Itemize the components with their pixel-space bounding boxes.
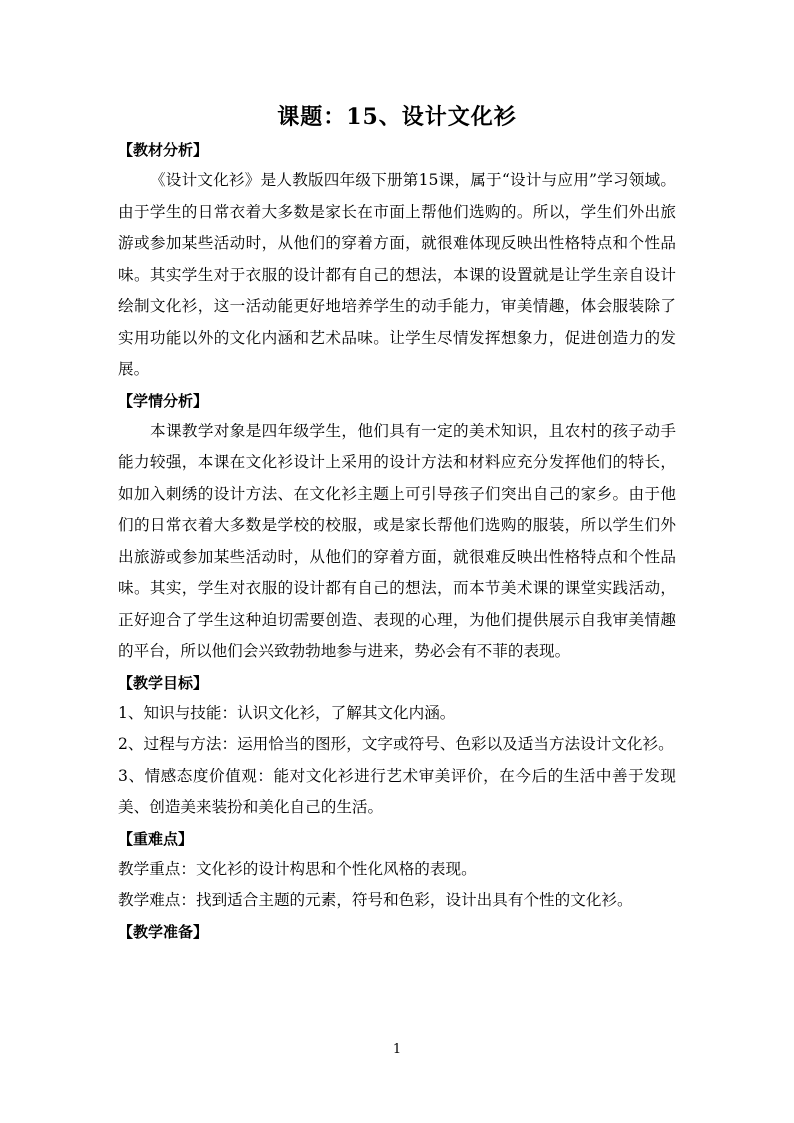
goal-item-attitude: 3、情感态度价值观：能对文化衫进行艺术审美评价，在今后的生活中善于发现美、创造美来装扮和美化自己的生活。 [118,766,676,816]
material-analysis-paragraph: 《设计文化衫》是人教版四年级下册第15课，属于“设计与应用”学习领域。由于学生的日常衣着大多数是家长在市面上帮他们选购的。所以，学生们外出旅游或参加某些活动时，从他们的穿着方面，就很难体现反映出性格特点和个性品味。其实学生对于衣服的设计都有自己的想法，本课的设置就是让学生亲自设计绘制文化衫，这一活动能更好地培养学生的动手能力，审美情趣，体会服装除了实用功能以外的文化内涵和艺术品味。让学生尽情发挥想象力，促进创造力的发展。 [118,171,676,378]
student-analysis-paragraph: 本课教学对象是四年级学生，他们具有一定的美术知识，且农村的孩子动手能力较强，本课在文化衫设计上采用的设计方法和材料应充分发挥他们的特长，如加入刺绣的设计方法、在文化衫主题上可引导孩子们突出自己的家乡。由于他们的日常衣着大多数是学校的校服，或是家长帮他们选购的服装，所以学生们外出旅游或参加某些活动时，从他们的穿着方面，就很难反映出性格特点和个性品味。其实，学生对衣服的设计都有自己的想法，而本节美术课的课堂实践活动，正好迎合了学生这种迫切需要创造、表现的心理，为他们提供展示自我审美情趣的平台，所以他们会兴致勃勃地参与进来，势必会有不菲的表现。 [118,421,676,660]
page-number: 1 [392,1042,402,1057]
section-heading-material: 【教材分析】 [118,141,209,159]
document-title: 课题：15、设计文化衫 [277,104,517,130]
key-point-difficulty: 教学难点：找到适合主题的元素，符号和色彩，设计出具有个性的文化衫。 [118,891,633,909]
document-page [118,100,676,947]
key-point-focus: 教学重点：文化衫的设计构思和个性化风格的表现。 [118,859,477,878]
section-heading-preparation: 【教学准备】 [118,922,209,941]
section-heading-goals: 【教学目标】 [118,673,209,692]
section-heading-students: 【学情分析】 [118,391,209,410]
goal-item-knowledge: 1、知识与技能：认识文化衫，了解其文化内涵。 [118,703,456,722]
section-heading-key-points: 【重难点】 [118,829,194,848]
goal-item-process: 2、过程与方法：运用恰当的图形，文字或符号、色彩以及适当方法设计文化衫。 [118,735,674,753]
